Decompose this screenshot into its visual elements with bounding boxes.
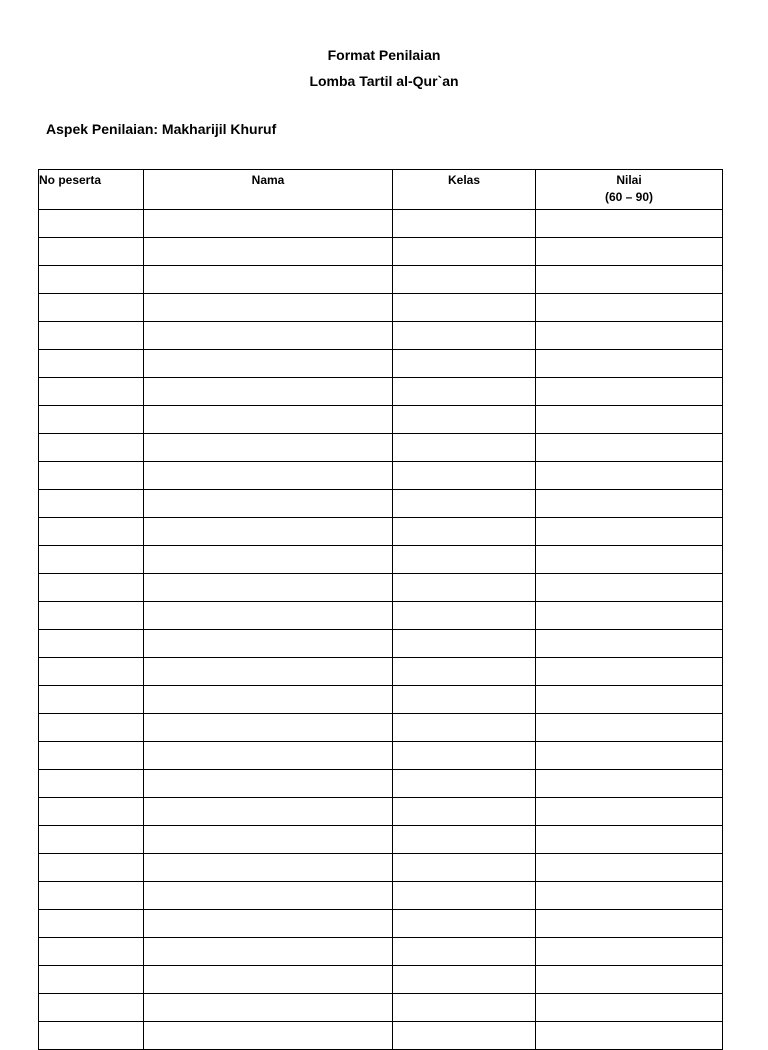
cell-kelas <box>393 938 536 966</box>
cell-nama <box>144 854 393 882</box>
cell-nama <box>144 994 393 1022</box>
cell-kelas <box>393 1022 536 1050</box>
cell-no-peserta <box>39 294 144 322</box>
cell-kelas <box>393 994 536 1022</box>
document-title: Format Penilaian <box>327 47 441 63</box>
table-row <box>39 238 723 266</box>
table-row <box>39 714 723 742</box>
cell-nilai <box>536 882 723 910</box>
cell-nilai <box>536 294 723 322</box>
cell-kelas <box>393 350 536 378</box>
table-row <box>39 994 723 1022</box>
cell-nama <box>144 826 393 854</box>
table-row <box>39 686 723 714</box>
cell-nilai <box>536 378 723 406</box>
cell-no-peserta <box>39 1022 144 1050</box>
cell-kelas <box>393 322 536 350</box>
table-row <box>39 882 723 910</box>
cell-no-peserta <box>39 686 144 714</box>
table-row <box>39 658 723 686</box>
cell-no-peserta <box>39 994 144 1022</box>
cell-nilai <box>536 238 723 266</box>
table-row <box>39 490 723 518</box>
cell-kelas <box>393 826 536 854</box>
cell-kelas <box>393 266 536 294</box>
cell-nama <box>144 882 393 910</box>
cell-kelas <box>393 602 536 630</box>
cell-nilai <box>536 742 723 770</box>
cell-nama <box>144 294 393 322</box>
cell-no-peserta <box>39 406 144 434</box>
cell-kelas <box>393 378 536 406</box>
cell-nama <box>144 742 393 770</box>
cell-kelas <box>393 546 536 574</box>
cell-nama <box>144 574 393 602</box>
cell-no-peserta <box>39 910 144 938</box>
table-row <box>39 406 723 434</box>
cell-kelas <box>393 238 536 266</box>
cell-no-peserta <box>39 714 144 742</box>
cell-no-peserta <box>39 602 144 630</box>
table-row <box>39 826 723 854</box>
cell-no-peserta <box>39 882 144 910</box>
table-row <box>39 742 723 770</box>
cell-no-peserta <box>39 938 144 966</box>
cell-nilai <box>536 630 723 658</box>
cell-nama <box>144 434 393 462</box>
header-nilai-label: Nilai <box>616 173 642 187</box>
table-row <box>39 910 723 938</box>
cell-nilai <box>536 658 723 686</box>
cell-nilai <box>536 966 723 994</box>
cell-nama <box>144 966 393 994</box>
table-row <box>39 574 723 602</box>
table-header-row <box>39 170 723 210</box>
cell-nilai <box>536 714 723 742</box>
table-row <box>39 938 723 966</box>
table-row <box>39 546 723 574</box>
cell-kelas <box>393 658 536 686</box>
cell-no-peserta <box>39 574 144 602</box>
table-row <box>39 322 723 350</box>
cell-nilai <box>536 406 723 434</box>
cell-nilai <box>536 826 723 854</box>
cell-nama <box>144 462 393 490</box>
cell-nama <box>144 714 393 742</box>
cell-nama <box>144 602 393 630</box>
cell-nilai <box>536 322 723 350</box>
cell-no-peserta <box>39 210 144 238</box>
cell-no-peserta <box>39 658 144 686</box>
cell-nama <box>144 238 393 266</box>
cell-nilai <box>536 938 723 966</box>
table-row <box>39 350 723 378</box>
cell-nama <box>144 210 393 238</box>
cell-kelas <box>393 882 536 910</box>
cell-nama <box>144 322 393 350</box>
cell-no-peserta <box>39 546 144 574</box>
cell-nilai <box>536 350 723 378</box>
cell-kelas <box>393 574 536 602</box>
table-row <box>39 798 723 826</box>
cell-no-peserta <box>39 322 144 350</box>
cell-kelas <box>393 854 536 882</box>
cell-nama <box>144 686 393 714</box>
cell-nilai <box>536 686 723 714</box>
table-row <box>39 266 723 294</box>
cell-nilai <box>536 994 723 1022</box>
cell-kelas <box>393 210 536 238</box>
header-kelas: Kelas <box>393 170 536 210</box>
cell-kelas <box>393 434 536 462</box>
cell-nilai <box>536 1022 723 1050</box>
cell-nilai <box>536 266 723 294</box>
table-row <box>39 602 723 630</box>
cell-nilai <box>536 462 723 490</box>
cell-no-peserta <box>39 966 144 994</box>
table-row <box>39 210 723 238</box>
cell-no-peserta <box>39 266 144 294</box>
table-row <box>39 1022 723 1050</box>
table-row <box>39 434 723 462</box>
header-nilai-range: (60 – 90) <box>604 190 654 204</box>
cell-kelas <box>393 462 536 490</box>
cell-kelas <box>393 630 536 658</box>
cell-nilai <box>536 434 723 462</box>
cell-kelas <box>393 294 536 322</box>
cell-nilai <box>536 854 723 882</box>
cell-no-peserta <box>39 434 144 462</box>
cell-nama <box>144 910 393 938</box>
cell-kelas <box>393 770 536 798</box>
cell-no-peserta <box>39 630 144 658</box>
cell-nama <box>144 630 393 658</box>
cell-nilai <box>536 210 723 238</box>
cell-kelas <box>393 910 536 938</box>
cell-nilai <box>536 770 723 798</box>
cell-kelas <box>393 714 536 742</box>
document-subtitle: Lomba Tartil al-Qur`an <box>309 73 459 89</box>
cell-nilai <box>536 602 723 630</box>
table-row <box>39 854 723 882</box>
cell-kelas <box>393 742 536 770</box>
cell-kelas <box>393 966 536 994</box>
cell-nilai <box>536 518 723 546</box>
cell-nilai <box>536 910 723 938</box>
cell-no-peserta <box>39 826 144 854</box>
cell-no-peserta <box>39 518 144 546</box>
cell-nilai <box>536 574 723 602</box>
cell-nilai <box>536 546 723 574</box>
cell-no-peserta <box>39 462 144 490</box>
table-body <box>39 210 723 1050</box>
cell-nama <box>144 518 393 546</box>
cell-no-peserta <box>39 238 144 266</box>
header-nilai <box>536 170 723 210</box>
cell-no-peserta <box>39 854 144 882</box>
cell-no-peserta <box>39 798 144 826</box>
cell-no-peserta <box>39 490 144 518</box>
cell-no-peserta <box>39 350 144 378</box>
cell-nama <box>144 798 393 826</box>
table-row <box>39 630 723 658</box>
cell-nilai <box>536 490 723 518</box>
cell-no-peserta <box>39 378 144 406</box>
cell-kelas <box>393 798 536 826</box>
header-no-peserta: No peserta <box>39 170 144 210</box>
score-table <box>38 169 723 1050</box>
table-row <box>39 966 723 994</box>
cell-no-peserta <box>39 770 144 798</box>
cell-nama <box>144 546 393 574</box>
table-row <box>39 518 723 546</box>
cell-nama <box>144 938 393 966</box>
table-row <box>39 378 723 406</box>
table-row <box>39 462 723 490</box>
cell-kelas <box>393 490 536 518</box>
cell-kelas <box>393 406 536 434</box>
cell-nama <box>144 490 393 518</box>
cell-nama <box>144 406 393 434</box>
table-row <box>39 770 723 798</box>
header-nama: Nama <box>144 170 393 210</box>
cell-nilai <box>536 798 723 826</box>
cell-nama <box>144 658 393 686</box>
cell-kelas <box>393 518 536 546</box>
cell-nama <box>144 378 393 406</box>
cell-nama <box>144 1022 393 1050</box>
assessment-aspect: Aspek Penilaian: Makharijil Khuruf <box>46 121 277 137</box>
cell-nama <box>144 770 393 798</box>
cell-nama <box>144 350 393 378</box>
cell-no-peserta <box>39 742 144 770</box>
table-row <box>39 294 723 322</box>
cell-nama <box>144 266 393 294</box>
cell-kelas <box>393 686 536 714</box>
